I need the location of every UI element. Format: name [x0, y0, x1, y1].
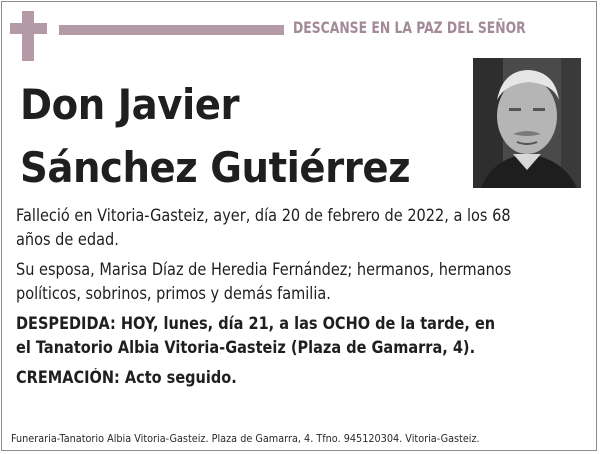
cross-icon-arm [10, 23, 47, 34]
family-line1: Su esposa, Marisa Díaz de Heredia Fernández; hermanos, hermanos [16, 260, 512, 279]
death-line2: años de edad. [16, 230, 119, 249]
header-bar [59, 25, 284, 35]
death-line1: Falleció en Vitoria-Gasteiz, ayer, día 20 de febrero de 2022, a los 68 [16, 206, 511, 225]
farewell-details [16, 312, 576, 360]
deceased-name-line1: Don Javier [20, 80, 240, 129]
portrait-photo-graphic [473, 58, 581, 188]
cremation-line: CREMACIÓN: Acto seguido. [16, 368, 237, 387]
header-title: DESCANSE EN LA PAZ DEL SEÑOR [293, 18, 526, 37]
farewell-line2: el Tanatorio Albia Vitoria-Gasteiz (Plaza de Gamarra, 4). [16, 338, 476, 357]
family-line2: políticos, sobrinos, primos y demás familia. [16, 284, 331, 303]
farewell-line1: DESPEDIDA: HOY, lunes, día 21, a las OCHO de la tarde, en [16, 314, 496, 333]
funeral-home-footer: Funeraria-Tanatorio Albia Vitoria-Gasteiz. Plaza de Gamarra, 4. Tfno. 945120304. Vitoria-Gasteiz. [11, 432, 480, 445]
family-mourners [16, 258, 576, 306]
cremation-details [16, 366, 576, 390]
death-announcement [16, 204, 576, 252]
deceased-name-line2: Sánchez Gutiérrez [20, 143, 411, 192]
portrait-photo [473, 58, 581, 188]
cross-icon [22, 11, 34, 61]
